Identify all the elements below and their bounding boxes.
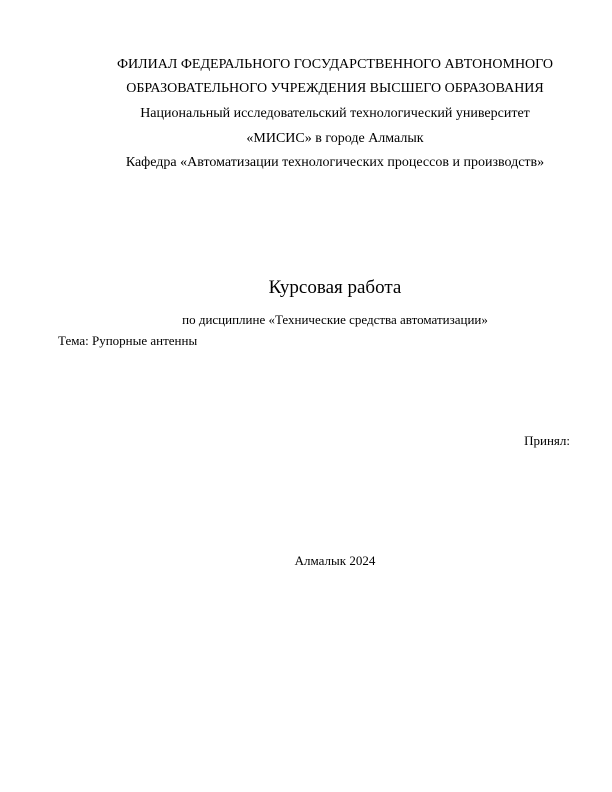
header-line-2: ОБРАЗОВАТЕЛЬНОГО УЧРЕЖДЕНИЯ ВЫСШЕГО ОБРАЗОВАНИЯ — [126, 81, 544, 96]
header-line-1: ФИЛИАЛ ФЕДЕРАЛЬНОГО ГОСУДАРСТВЕННОГО АВТОНОМНОГО — [116, 57, 554, 72]
city-year: Алмалык 2024 — [294, 553, 376, 568]
header-line-3: Национальный исследовательский технологический университет — [140, 106, 530, 121]
document-title: Курсовая работа — [268, 277, 402, 298]
header-line-5: Кафедра «Автоматизации технологических процессов и производств» — [125, 155, 545, 170]
discipline-line: по дисциплине «Технические средства автоматизации» — [182, 312, 488, 327]
topic-line: Тема: Рупорные антенны — [58, 333, 198, 348]
accepted-label: Принял: — [524, 433, 570, 448]
header-line-4: «МИСИС» в городе Алмалык — [246, 131, 424, 146]
